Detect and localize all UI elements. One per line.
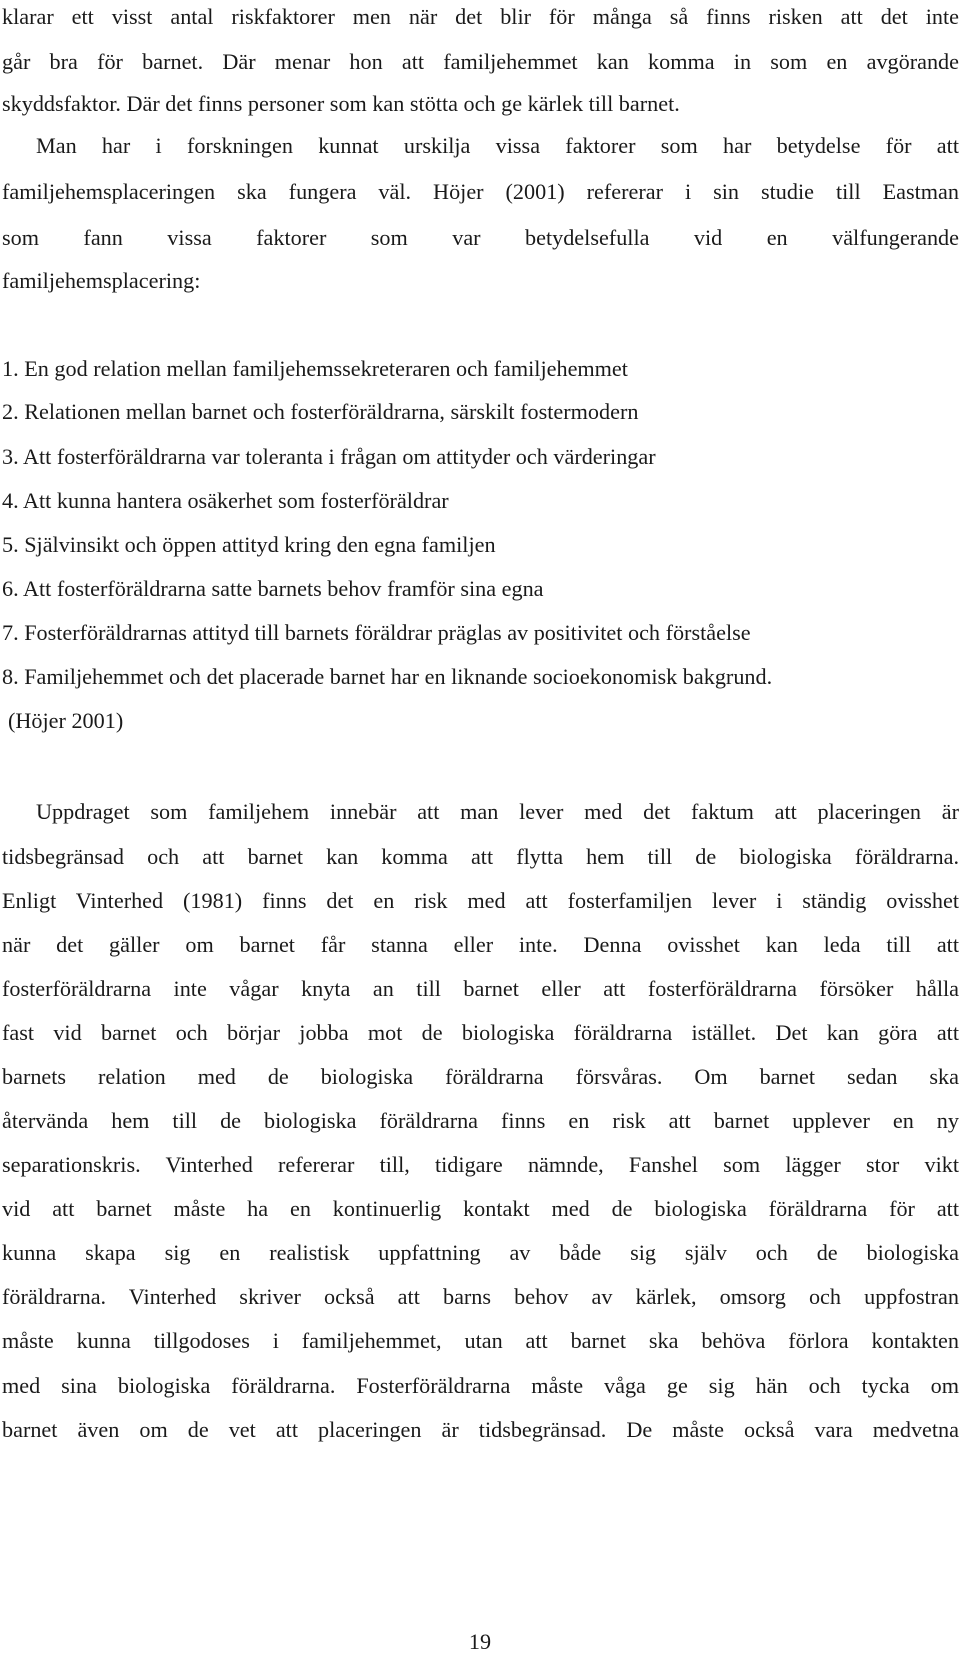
body-text-line: vid att barnet måste ha en kontinuerlig kontakt med de biologiska föräldrarna för att xyxy=(2,1196,959,1221)
body-text-line: separationskris. Vinterhed refererar till, tidigare nämnde, Fanshel som lägger stor vikt xyxy=(2,1152,959,1177)
list-item: 6. Att fosterföräldrarna satte barnets behov framför sina egna xyxy=(2,576,544,601)
list-item: 8. Familjehemmet och det placerade barnet har en liknande socioekonomisk bakgrund. xyxy=(2,664,773,689)
body-text-line: när det gäller om barnet får stanna eller inte. Denna ovisshet kan leda till att xyxy=(2,932,959,957)
page-number: 19 xyxy=(468,1629,492,1654)
body-text-line: går bra för barnet. Där menar hon att familjehemmet kan komma in som en avgörande xyxy=(2,49,959,74)
body-text-line: som fann vissa faktorer som var betydelsefulla vid en välfungerande xyxy=(2,225,959,250)
body-text-line: med sina biologiska föräldrarna. Fosterföräldrarna måste våga ge sig hän och tycka om xyxy=(2,1373,959,1398)
body-text-line: fosterföräldrarna inte vågar knyta an till barnet eller att fosterföräldrarna försöker hålla xyxy=(2,976,959,1001)
list-item: 3. Att fosterföräldrarna var toleranta i frågan om attityder och värderingar xyxy=(2,444,656,469)
citation: (Höjer 2001) xyxy=(8,708,124,733)
body-text-line: kunna skapa sig en realistisk uppfattning av både sig själv och de biologiska xyxy=(2,1240,959,1265)
body-text-line: klarar ett visst antal riskfaktorer men när det blir för många så finns risken att det inte xyxy=(2,4,959,29)
body-text-line: fast vid barnet och börjar jobba mot de biologiska föräldrarna istället. Det kan göra att xyxy=(2,1020,959,1045)
body-text-line: måste kunna tillgodoses i familjehemmet, utan att barnet ska behöva förlora kontakten xyxy=(2,1328,959,1353)
body-text-line: Man har i forskningen kunnat urskilja vissa faktorer som har betydelse för att xyxy=(36,133,959,158)
body-text-line: familjehemsplacering: xyxy=(2,268,201,293)
list-item: 5. Självinsikt och öppen attityd kring den egna familjen xyxy=(2,532,496,557)
list-item: 2. Relationen mellan barnet och fosterföräldrarna, särskilt fostermodern xyxy=(2,399,639,424)
body-text-line: familjehemsplaceringen ska fungera väl. Höjer (2001) refererar i sin studie till Eastman xyxy=(2,179,959,204)
body-text-line: Enligt Vinterhed (1981) finns det en risk med att fosterfamiljen lever i ständig ovisshet xyxy=(2,888,959,913)
body-text-line: barnets relation med de biologiska föräldrarna försvåras. Om barnet sedan ska xyxy=(2,1064,959,1089)
body-text-line: tidsbegränsad och att barnet kan komma att flytta hem till de biologiska föräldrarna. xyxy=(2,844,959,869)
list-item: 7. Fosterföräldrarnas attityd till barnets föräldrar präglas av positivitet och förståelse xyxy=(2,620,751,645)
body-text-line: föräldrarna. Vinterhed skriver också att barns behov av kärlek, omsorg och uppfostran xyxy=(2,1284,959,1309)
body-text-line: barnet även om de vet att placeringen är tidsbegränsad. De måste också vara medvetna xyxy=(2,1417,959,1442)
body-text-line: Uppdraget som familjehem innebär att man lever med det faktum att placeringen är xyxy=(36,799,959,824)
list-item: 4. Att kunna hantera osäkerhet som fosterföräldrar xyxy=(2,488,449,513)
list-item: 1. En god relation mellan familjehemssekreteraren och familjehemmet xyxy=(2,356,628,381)
body-text-line: återvända hem till de biologiska föräldrarna finns en risk att barnet upplever en ny xyxy=(2,1108,959,1133)
body-text-line: skyddsfaktor. Där det finns personer som kan stötta och ge kärlek till barnet. xyxy=(2,91,680,116)
